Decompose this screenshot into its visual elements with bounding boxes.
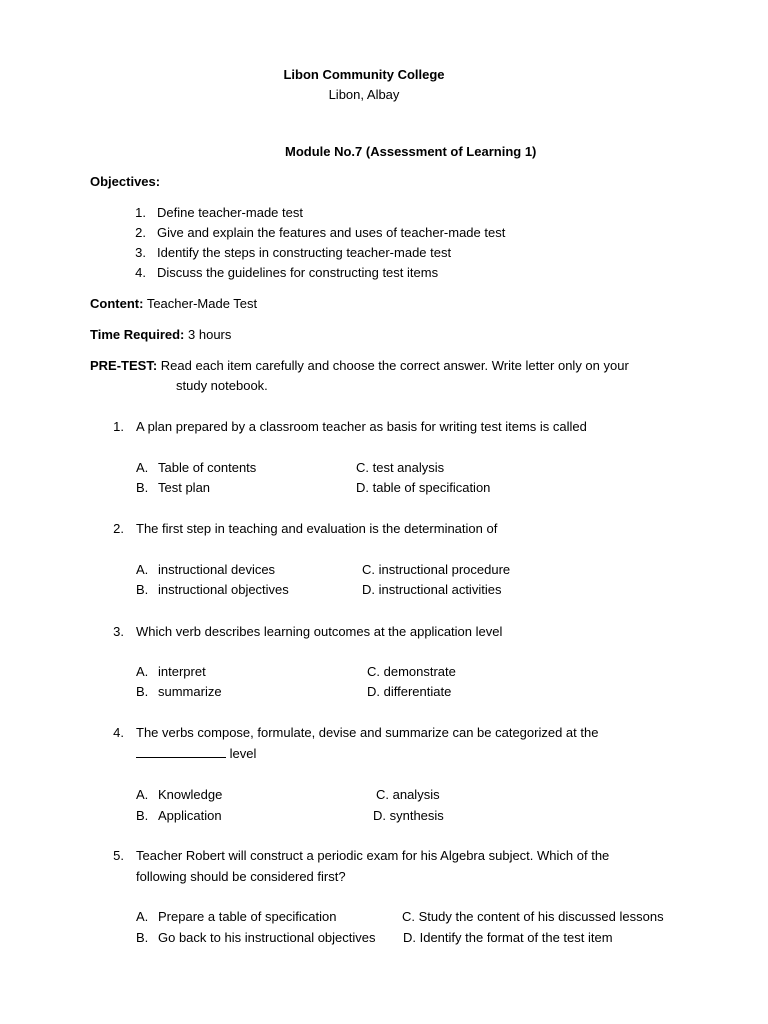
option-a: Table of contents xyxy=(158,460,257,475)
option-d: D. table of specification xyxy=(356,480,491,495)
option-a: instructional devices xyxy=(158,562,276,577)
school-name: Libon Community College xyxy=(283,67,445,82)
option-c: C. test analysis xyxy=(356,460,445,475)
objectives-heading: Objectives: xyxy=(90,174,161,189)
time-required-label: Time Required: xyxy=(90,327,185,342)
option-c: C. Study the content of his discussed lessons xyxy=(402,909,664,924)
objective-item: Identify the steps in constructing teacher-made test xyxy=(157,245,452,260)
option-a: interpret xyxy=(158,664,206,679)
question-text: The verbs compose, formulate, devise and summarize can be categorized at the xyxy=(136,725,599,740)
question-text: A plan prepared by a classroom teacher as basis for writing test items is called xyxy=(136,419,587,434)
question-number: 2. xyxy=(113,521,124,536)
option-a: Prepare a table of specification xyxy=(158,909,337,924)
option-c: C. demonstrate xyxy=(367,664,456,679)
option-c: C. instructional procedure xyxy=(362,562,511,577)
option-a-letter: A. xyxy=(136,909,149,924)
question-text: Which verb describes learning outcomes at the application level xyxy=(136,624,503,639)
question-text-continued: following should be considered first? xyxy=(136,869,346,884)
question-number: 1. xyxy=(113,419,124,434)
time-required-line xyxy=(90,325,231,345)
pretest-instruction-text: Read each item carefully and choose the correct answer. Write letter only on your xyxy=(160,358,629,373)
option-d: D. Identify the format of the test item xyxy=(403,930,613,945)
fill-in-blank-line xyxy=(136,744,256,764)
question-text-continued: level xyxy=(229,746,257,761)
option-a-letter: A. xyxy=(136,460,149,475)
option-b: summarize xyxy=(158,684,222,699)
option-a-letter: A. xyxy=(136,664,149,679)
question-number: 4. xyxy=(113,725,124,740)
school-location: Libon, Albay xyxy=(328,87,400,102)
question-text: The first step in teaching and evaluation is the determination of xyxy=(136,521,498,536)
module-title: Module No.7 (Assessment of Learning 1) xyxy=(285,144,537,159)
option-b: instructional objectives xyxy=(158,582,289,597)
objective-number: 1. xyxy=(135,205,146,220)
option-b-letter: B. xyxy=(136,684,149,699)
option-c: C. analysis xyxy=(376,787,440,802)
objective-item: Define teacher-made test xyxy=(157,205,303,220)
option-b-letter: B. xyxy=(136,582,149,597)
option-b: Go back to his instructional objectives xyxy=(158,930,376,945)
question-number: 5. xyxy=(113,848,124,863)
option-d: D. synthesis xyxy=(373,808,444,823)
question-number: 3. xyxy=(113,624,124,639)
option-d: D. differentiate xyxy=(367,684,452,699)
objective-number: 3. xyxy=(135,245,146,260)
option-a: Knowledge xyxy=(158,787,223,802)
option-b-letter: B. xyxy=(136,930,149,945)
content-value: Teacher-Made Test xyxy=(146,296,258,311)
option-b: Application xyxy=(158,808,222,823)
answer-blank xyxy=(136,745,226,758)
question-text: Teacher Robert will construct a periodic exam for his Algebra subject. Which of the xyxy=(136,848,610,863)
objective-item: Discuss the guidelines for constructing test items xyxy=(157,265,439,280)
content-label: Content: xyxy=(90,296,144,311)
option-d: D. instructional activities xyxy=(362,582,502,597)
objective-number: 4. xyxy=(135,265,146,280)
pretest-label: PRE-TEST: xyxy=(90,358,158,373)
option-b-letter: B. xyxy=(136,480,149,495)
option-b: Test plan xyxy=(158,480,211,495)
option-a-letter: A. xyxy=(136,787,149,802)
objective-number: 2. xyxy=(135,225,146,240)
option-a-letter: A. xyxy=(136,562,149,577)
content-line xyxy=(90,294,257,314)
pretest-instruction xyxy=(90,356,629,376)
pretest-instruction-continued: study notebook. xyxy=(176,378,268,393)
time-required-value: 3 hours xyxy=(188,327,232,342)
objective-item: Give and explain the features and uses of teacher-made test xyxy=(157,225,506,240)
option-b-letter: B. xyxy=(136,808,149,823)
